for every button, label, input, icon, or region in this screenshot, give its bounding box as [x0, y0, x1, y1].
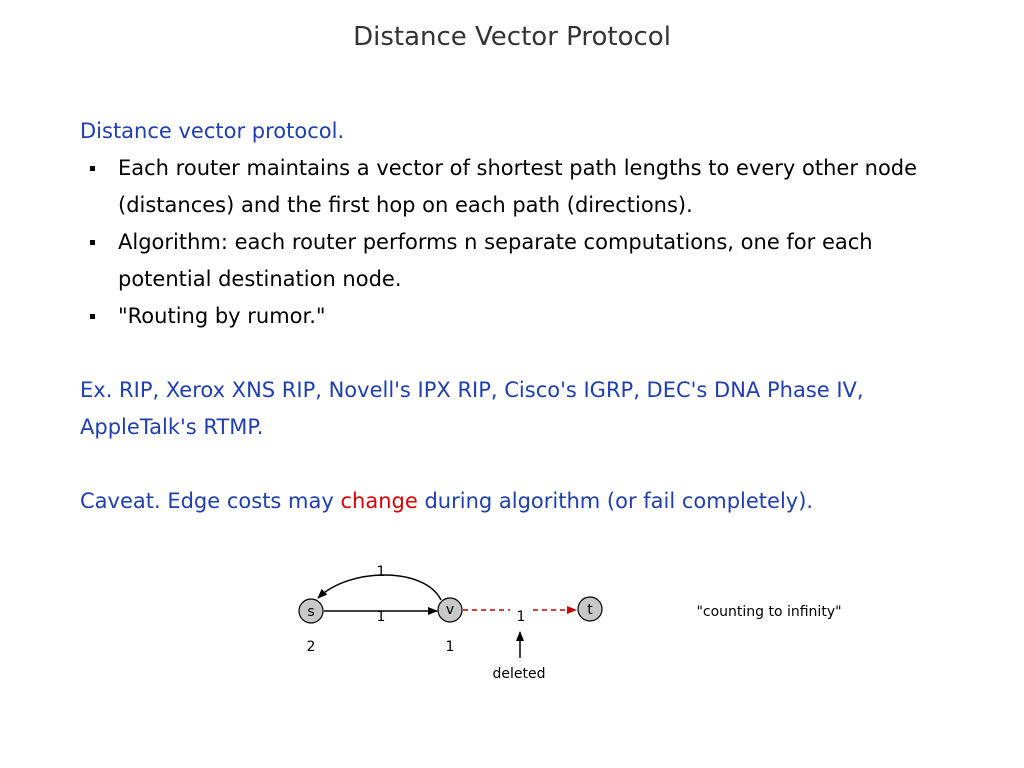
distance-label-s: 2: [306, 639, 316, 655]
caveat-highlight: change: [340, 489, 418, 513]
examples-text: Ex. RIP, Xerox XNS RIP, Novell's IPX RIP, Cisco's IGRP, DEC's DNA Phase IV, AppleTalk's RTMP.: [80, 378, 864, 439]
caveat-after: during algorithm (or fail completely).: [417, 489, 814, 513]
edge-label-v-t: 1: [516, 609, 526, 625]
slide-title: Distance Vector Protocol: [353, 22, 671, 52]
node-v-label: v: [445, 602, 455, 618]
node-s-label: s: [307, 604, 315, 620]
intro-heading: Distance vector protocol.: [80, 119, 345, 143]
node-t-label: t: [587, 602, 593, 618]
counting-to-infinity-caption: "counting to infinity": [696, 604, 842, 620]
bullet-text: Algorithm: each router performs n separate computations, one for each potential destination node.: [118, 230, 873, 291]
distance-label-v: 1: [445, 639, 455, 655]
bullet-text: Each router maintains a vector of shortest path lengths to every other node (distances) and the first hop on each path (directions).: [118, 156, 918, 217]
edge-label-s-v: 1: [376, 609, 386, 625]
deleted-label: deleted: [492, 666, 546, 682]
bullet-text: "Routing by rumor.": [118, 304, 326, 328]
edge-label-top-arc: 1: [376, 564, 386, 580]
caveat-before: Caveat. Edge costs may: [80, 489, 341, 513]
